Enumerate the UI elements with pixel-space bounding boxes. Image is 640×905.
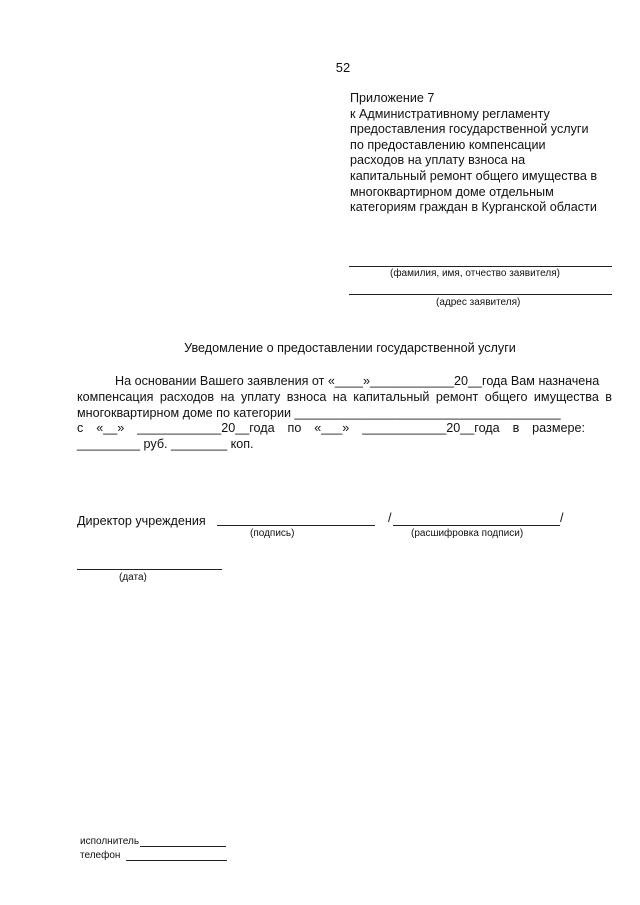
decode-slash-left: / [388, 511, 392, 525]
appendix-line: к Административному регламенту [350, 106, 550, 121]
body-line-3: многоквартирном доме по категории ______________________________________ [77, 406, 561, 420]
page-number: 52 [335, 60, 351, 75]
phone-field[interactable] [126, 860, 227, 861]
applicant-name-caption: (фамилия, имя, отчество заявителя) [390, 268, 560, 279]
document-title: Уведомление о предоставлении государственной услуги [184, 341, 516, 355]
executor-field[interactable] [140, 846, 226, 847]
applicant-name-field[interactable] [349, 266, 612, 267]
applicant-address-caption: (адрес заявителя) [436, 297, 521, 308]
body-line-4 [77, 421, 585, 435]
amount-prefix: в [512, 421, 520, 435]
appendix-block [350, 91, 597, 216]
appendix-line: предоставления государственной услуги [350, 122, 589, 137]
executor-label: исполнитель [80, 836, 140, 847]
date-caption: (дата) [119, 572, 147, 583]
phone-label: телефон [80, 850, 121, 861]
date-field[interactable] [77, 569, 222, 570]
applicant-address-field[interactable] [349, 294, 612, 295]
appendix-line: Приложение 7 [350, 91, 435, 105]
date-to-month-year: ____________20__года [362, 421, 500, 435]
appendix-line: категориям граждан в Курганской области [350, 200, 597, 215]
date-from-prefix: с [77, 421, 84, 435]
amount-label: размере: [532, 421, 585, 435]
body-line-5: _________ руб. ________ коп. [77, 437, 254, 451]
date-from-day: «__» [96, 421, 125, 435]
date-from-month-year: ____________20__года [137, 421, 275, 435]
appendix-line: многоквартирном доме отдельным [350, 184, 554, 199]
decode-slash-right: / [560, 511, 564, 525]
appendix-line: расходов на уплату взноса на [350, 153, 526, 168]
appendix-line: по предоставлению компенсации [350, 137, 546, 152]
signature-decode-field[interactable] [393, 525, 560, 526]
signature-field[interactable] [217, 525, 375, 526]
body-line-1: На основании Вашего заявления от «____»____________20__года Вам назначена [115, 374, 600, 388]
signature-caption: (подпись) [250, 528, 295, 539]
appendix-line: капитальный ремонт общего имущества в [350, 168, 598, 183]
date-to-prefix: по [287, 421, 302, 435]
date-to-day: «___» [314, 421, 350, 435]
director-label: Директор учреждения [77, 514, 206, 528]
body-line-2: компенсация расходов на уплату взноса на капитальный ремонт общего имущества в [77, 390, 612, 404]
decode-caption: (расшифровка подписи) [411, 528, 524, 539]
